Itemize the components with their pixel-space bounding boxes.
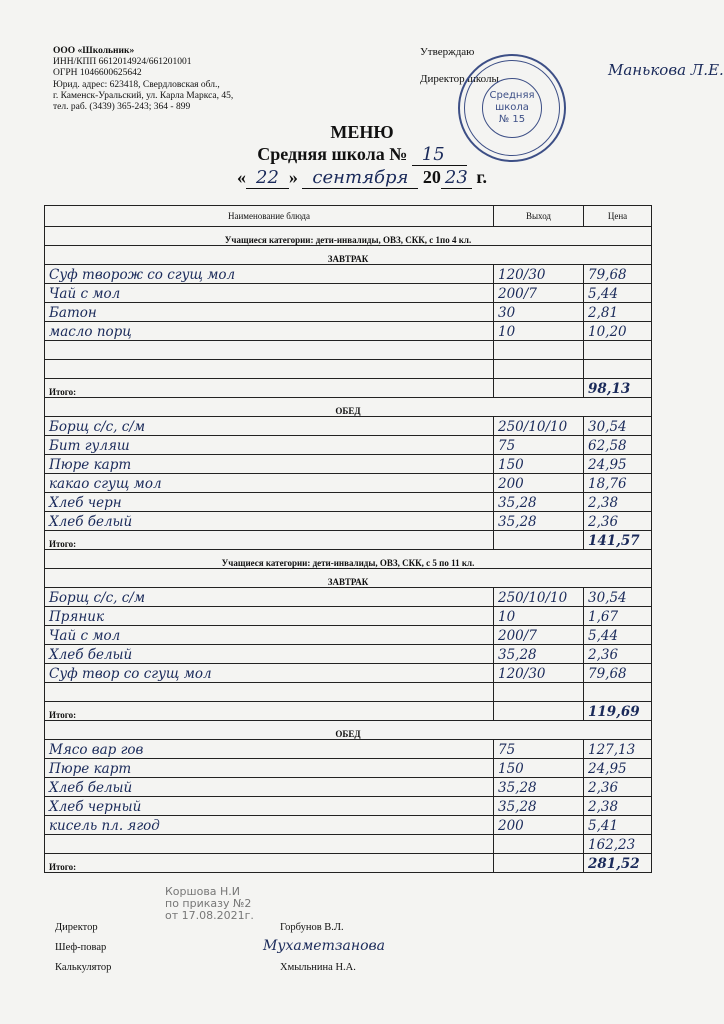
menu-table: [44, 205, 652, 873]
dish-name: масло порц: [45, 322, 494, 341]
table-row: [45, 607, 652, 626]
dish-name: Чай с мол: [45, 626, 494, 645]
table-row: [45, 455, 652, 474]
total-label: Итого:: [45, 379, 494, 398]
dish-output: 35,28: [494, 778, 584, 797]
table-row: [45, 778, 652, 797]
table-row: [45, 759, 652, 778]
table-body: [45, 227, 652, 873]
dish-price: 2,36: [584, 645, 652, 664]
total-row: [45, 854, 652, 873]
dish-price: [584, 341, 652, 360]
table-row: [45, 626, 652, 645]
total-price: 141,57: [584, 531, 652, 550]
table-row: [45, 645, 652, 664]
dish-output: 35,28: [494, 797, 584, 816]
dish-price: 2,38: [584, 797, 652, 816]
dish-output: 10: [494, 322, 584, 341]
total-output-empty: [494, 379, 584, 398]
date-year-suffix: 23: [441, 167, 472, 189]
meal-heading: ЗАВТРАК: [45, 246, 652, 265]
org-address-1: Юрид. адрес: 623418, Свердловская обл.,: [53, 79, 220, 90]
approve-signature: Манькова Л.Е.: [608, 61, 724, 79]
category-heading: Учащиеся категории: дети-инвалиды, ОВЗ, СКК, с 1по 4 кл.: [45, 227, 652, 246]
table-row: [45, 322, 652, 341]
dish-price: 5,44: [584, 626, 652, 645]
table-row: [45, 664, 652, 683]
stamp-line-1: Средняя: [489, 90, 535, 101]
category-row: [45, 227, 652, 246]
dish-price: 2,36: [584, 778, 652, 797]
table-row: [45, 360, 652, 379]
dish-output: 200/7: [494, 626, 584, 645]
org-name: ООО «Школьник»: [53, 46, 135, 56]
dish-name: Хлеб черный: [45, 797, 494, 816]
dish-output: 35,28: [494, 512, 584, 531]
dish-price: 24,95: [584, 455, 652, 474]
meal-heading: ЗАВТРАК: [45, 569, 652, 588]
dish-price: 62,58: [584, 436, 652, 455]
dish-output: 75: [494, 740, 584, 759]
table-row: [45, 512, 652, 531]
director-sign-row: [55, 922, 344, 933]
dish-output: [494, 341, 584, 360]
date-close-quote: »: [288, 167, 298, 187]
dish-name: Батон: [45, 303, 494, 322]
dish-name: [45, 360, 494, 379]
total-label: Итого:: [45, 854, 494, 873]
dish-name: Хлеб черн: [45, 493, 494, 512]
dish-price: 2,36: [584, 512, 652, 531]
dish-name: Хлеб белый: [45, 778, 494, 797]
chef-label: Шеф-повар: [55, 942, 107, 953]
date-year-end: г.: [476, 167, 487, 187]
note-line-1: Коршова Н.И: [165, 885, 241, 898]
dish-output: 120/30: [494, 664, 584, 683]
header-dish-name: Наименование блюда: [45, 206, 494, 227]
meal-heading: ОБЕД: [45, 398, 652, 417]
dish-name: Бит гуляш: [45, 436, 494, 455]
total-row: [45, 379, 652, 398]
dish-output: 200: [494, 474, 584, 493]
stamp-line-2: школа: [495, 102, 529, 113]
dish-name: Пюре карт: [45, 455, 494, 474]
dish-price: 1,67: [584, 607, 652, 626]
table-row: [45, 493, 652, 512]
menu-heading: МЕНЮ: [330, 122, 394, 142]
dish-price: 127,13: [584, 740, 652, 759]
dish-price: 5,41: [584, 816, 652, 835]
dish-output: 30: [494, 303, 584, 322]
dish-name: [45, 341, 494, 360]
calculator-sign-row: [55, 962, 356, 973]
dish-output: 200: [494, 816, 584, 835]
dish-output: 250/10/10: [494, 588, 584, 607]
dish-output: [494, 835, 584, 854]
dish-name: [45, 835, 494, 854]
dish-price: [584, 360, 652, 379]
table-row: [45, 341, 652, 360]
dish-name: Пряник: [45, 607, 494, 626]
table-row: [45, 265, 652, 284]
approve-label: Утверждаю: [420, 46, 475, 58]
stamp-line-3: № 15: [498, 114, 526, 125]
approve-director-label: Директор школы: [420, 73, 499, 85]
total-price: 281,52: [584, 854, 652, 873]
dish-output: 150: [494, 759, 584, 778]
dish-name: Борщ с/с, с/м: [45, 417, 494, 436]
total-output-empty: [494, 854, 584, 873]
dish-name: какао сгущ мол: [45, 474, 494, 493]
header-price: Цена: [584, 206, 652, 227]
dish-output: 200/7: [494, 284, 584, 303]
table-row: [45, 797, 652, 816]
table-row: [45, 436, 652, 455]
table-row: [45, 740, 652, 759]
org-inn: ИНН/КПП 6612014924/661201001: [53, 57, 192, 68]
date-year-prefix: 20: [422, 167, 441, 187]
date-line: [0, 166, 724, 189]
dish-name: Суф твор со сгущ мол: [45, 664, 494, 683]
organization-block: [53, 46, 233, 113]
category-row: [45, 550, 652, 569]
total-price: 98,13: [584, 379, 652, 398]
category-heading: Учащиеся категории: дети-инвалиды, ОВЗ, СКК, с 5 по 11 кл.: [45, 550, 652, 569]
meal-row: [45, 721, 652, 740]
dish-price: 30,54: [584, 417, 652, 436]
meal-heading: ОБЕД: [45, 721, 652, 740]
dish-name: [45, 683, 494, 702]
dish-name: Хлеб белый: [45, 512, 494, 531]
dish-output: 120/30: [494, 265, 584, 284]
dish-price: 79,68: [584, 265, 652, 284]
school-line: [0, 143, 724, 166]
total-output-empty: [494, 702, 584, 721]
table-header-row: [45, 206, 652, 227]
school-number: 15: [412, 144, 467, 166]
chef-name: Мухаметзанова: [263, 938, 385, 954]
dish-price: 2,38: [584, 493, 652, 512]
dish-price: 24,95: [584, 759, 652, 778]
header-output: Выход: [494, 206, 584, 227]
dish-name: Мясо вар гов: [45, 740, 494, 759]
table-row: [45, 816, 652, 835]
table-row: [45, 683, 652, 702]
dish-name: Хлеб белый: [45, 645, 494, 664]
org-address-2: г. Каменск-Уральский, ул. Карла Маркса, 45,: [53, 90, 234, 101]
dish-name: кисель пл. ягод: [45, 816, 494, 835]
table-row: [45, 284, 652, 303]
date-day: 22: [246, 167, 289, 189]
dish-output: 10: [494, 607, 584, 626]
total-output-empty: [494, 531, 584, 550]
dish-output: [494, 683, 584, 702]
meal-row: [45, 569, 652, 588]
table-row: [45, 588, 652, 607]
table-row: [45, 835, 652, 854]
chef-sign-row: [55, 938, 385, 954]
dish-price: 162,23: [584, 835, 652, 854]
dish-output: 150: [494, 455, 584, 474]
table-row: [45, 417, 652, 436]
director-name: Горбунов В.Л.: [280, 922, 344, 933]
dish-output: 250/10/10: [494, 417, 584, 436]
date-open-quote: «: [237, 167, 246, 187]
director-label: Директор: [55, 922, 98, 933]
total-row: [45, 531, 652, 550]
meal-row: [45, 246, 652, 265]
dish-price: 2,81: [584, 303, 652, 322]
dish-name: Суф творож со сгущ мол: [45, 265, 494, 284]
dish-output: 35,28: [494, 493, 584, 512]
dish-price: 79,68: [584, 664, 652, 683]
dish-price: 30,54: [584, 588, 652, 607]
dish-name: Борщ с/с, с/м: [45, 588, 494, 607]
meal-row: [45, 398, 652, 417]
org-phone: тел. раб. (3439) 365-243; 364 - 899: [53, 102, 191, 113]
handwritten-note: [165, 886, 254, 922]
dish-price: 18,76: [584, 474, 652, 493]
dish-price: 5,44: [584, 284, 652, 303]
dish-name: Пюре карт: [45, 759, 494, 778]
calculator-name: Хмыльнина Н.А.: [280, 962, 356, 973]
table-row: [45, 474, 652, 493]
table-row: [45, 303, 652, 322]
total-label: Итого:: [45, 531, 494, 550]
total-label: Итого:: [45, 702, 494, 721]
note-line-2: по приказу №2: [165, 897, 252, 910]
dish-name: Чай с мол: [45, 284, 494, 303]
document-title: [0, 121, 724, 189]
note-line-3: от 17.08.2021г.: [165, 909, 254, 922]
dish-price: 10,20: [584, 322, 652, 341]
dish-output: 75: [494, 436, 584, 455]
date-month: сентября: [302, 167, 418, 189]
school-prefix: Средняя школа №: [257, 144, 408, 164]
dish-output: 35,28: [494, 645, 584, 664]
calculator-label: Калькулятор: [55, 962, 112, 973]
total-row: [45, 702, 652, 721]
total-price: 119,69: [584, 702, 652, 721]
org-ogrn: ОГРН 1046600625642: [53, 68, 142, 79]
dish-price: [584, 683, 652, 702]
dish-output: [494, 360, 584, 379]
